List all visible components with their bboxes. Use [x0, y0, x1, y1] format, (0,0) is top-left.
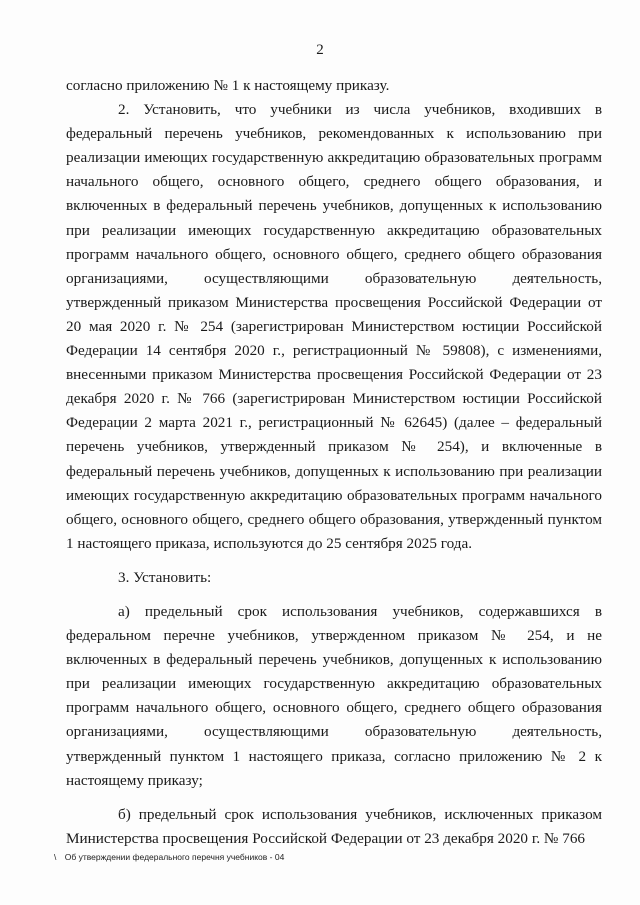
paragraph-continuation: согласно приложению № 1 к настоящему приказу. — [66, 77, 390, 94]
footer-text: Об утверждении федерального перечня учебников - 04 — [64, 852, 285, 862]
document-footer — [54, 852, 284, 862]
footer-mark: \ — [54, 852, 57, 862]
paragraph-item-3: 3. Установить: — [118, 568, 212, 586]
paragraph-item-2: 2. Установить, что учебники из числа учебников, входивших в федеральный перечень учебников, рекомендованных к использованию при реализации имеющих государственную аккредитацию образовательных программ начального общего, основного общего, среднего общего образования, и включенных в федеральный перечень учебников, допущенных к использованию при реализации имеющих государственную аккредитацию образовательных программ начального общего, основного общего, среднего общего образования организациями, осуществляющими образовательную деятельность, утвержденный приказом Министерства просвещения Российской Федерации от 20 мая 2020 г. № 254 (зарегистрирован Министерством юстиции Российской Федерации 14 сентября 2020 г., регистрационный № 59808), с изменениями, внесенными приказом Министерства просвещения Российской Федерации от 23 декабря 2020 г. № 766 (зарегистрирован Министерством юстиции Российской Федерации 2 марта 2021 г., регистрационный № 62645) (далее – федеральный перечень учебников, утвержденный приказом № 254), и включенные в федеральный перечень учебников, допущенных к использованию при реализации имеющих государственную аккредитацию образовательных программ начального общего, основного общего, среднего общего образования, утвержденный пунктом 1 настоящего приказа, используются до 25 сентября 2025 года. — [66, 101, 602, 552]
paragraph-item-3b: б) предельный срок использования учебников, исключенных приказом Министерства просвещения Российской Федерации от 23 декабря 2020 г. № 766 — [66, 805, 602, 847]
document-body — [66, 74, 602, 851]
paragraph-item-3a: а) предельный срок использования учебников, содержавшихся в федеральном перечне учебников, утвержденном приказом № 254, и не включенных в федеральный перечень учебников, допущенных к использованию при реализации имеющих государственную аккредитацию образовательных программ начального общего, основного общего, среднего общего образования организациями, осуществляющими образовательную деятельность, утвержденный пунктом 1 настоящего приказа, согласно приложению № 2 к настоящему приказу; — [66, 602, 602, 789]
page-number: 2 — [316, 42, 324, 58]
